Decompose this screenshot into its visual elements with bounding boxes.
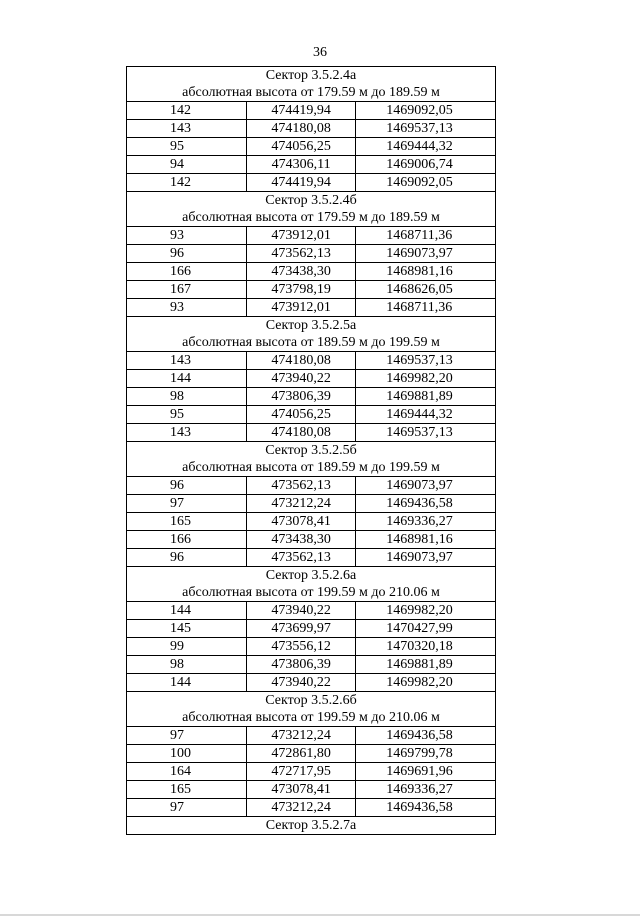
point-number: 97 bbox=[127, 727, 247, 745]
table-row bbox=[127, 245, 496, 263]
sector-altitude: абсолютная высота от 179.59 м до 189.59 м bbox=[127, 84, 496, 102]
coord-x: 473562,13 bbox=[246, 245, 355, 263]
coord-y: 1469982,20 bbox=[356, 370, 496, 388]
coord-x: 472861,80 bbox=[246, 745, 355, 763]
table-row bbox=[127, 620, 496, 638]
coord-y: 1468711,36 bbox=[356, 227, 496, 245]
point-number: 96 bbox=[127, 245, 247, 263]
page-bottom-divider bbox=[0, 914, 640, 916]
coord-x: 473212,24 bbox=[246, 799, 355, 817]
table-row bbox=[127, 745, 496, 763]
coord-x: 473798,19 bbox=[246, 281, 355, 299]
coord-x: 474056,25 bbox=[246, 138, 355, 156]
point-number: 167 bbox=[127, 281, 247, 299]
coord-y: 1469436,58 bbox=[356, 799, 496, 817]
table-row bbox=[127, 531, 496, 549]
coord-x: 474306,11 bbox=[246, 156, 355, 174]
table-row bbox=[127, 102, 496, 120]
sector-subheader-row bbox=[127, 84, 496, 102]
table-row bbox=[127, 799, 496, 817]
coord-x: 474419,94 bbox=[246, 174, 355, 192]
coord-y: 1469336,27 bbox=[356, 513, 496, 531]
coord-x: 473562,13 bbox=[246, 477, 355, 495]
coord-y: 1468981,16 bbox=[356, 531, 496, 549]
coord-y: 1469537,13 bbox=[356, 352, 496, 370]
sector-subheader-row bbox=[127, 209, 496, 227]
coord-y: 1469444,32 bbox=[356, 406, 496, 424]
coord-y: 1469881,89 bbox=[356, 388, 496, 406]
coordinates-table bbox=[126, 66, 496, 835]
table-row bbox=[127, 674, 496, 692]
sector-title: Сектор 3.5.2.4а bbox=[127, 67, 496, 85]
coord-x: 473912,01 bbox=[246, 299, 355, 317]
point-number: 98 bbox=[127, 388, 247, 406]
point-number: 145 bbox=[127, 620, 247, 638]
table-row bbox=[127, 370, 496, 388]
coord-x: 473806,39 bbox=[246, 656, 355, 674]
table-row bbox=[127, 477, 496, 495]
point-number: 142 bbox=[127, 102, 247, 120]
coord-y: 1469073,97 bbox=[356, 245, 496, 263]
table-row bbox=[127, 156, 496, 174]
table-row bbox=[127, 174, 496, 192]
table-row bbox=[127, 138, 496, 156]
point-number: 165 bbox=[127, 513, 247, 531]
coord-y: 1469073,97 bbox=[356, 477, 496, 495]
coord-x: 473438,30 bbox=[246, 531, 355, 549]
table-row bbox=[127, 299, 496, 317]
sector-header-row bbox=[127, 67, 496, 85]
coord-y: 1469537,13 bbox=[356, 424, 496, 442]
sector-title: Сектор 3.5.2.5б bbox=[127, 442, 496, 460]
point-number: 96 bbox=[127, 477, 247, 495]
coord-x: 473940,22 bbox=[246, 602, 355, 620]
table-row bbox=[127, 638, 496, 656]
coord-y: 1469881,89 bbox=[356, 656, 496, 674]
coord-x: 473699,97 bbox=[246, 620, 355, 638]
sector-subheader-row bbox=[127, 709, 496, 727]
sector-altitude: абсолютная высота от 179.59 м до 189.59 м bbox=[127, 209, 496, 227]
sector-header-row bbox=[127, 317, 496, 335]
coord-x: 474180,08 bbox=[246, 120, 355, 138]
coord-x: 473940,22 bbox=[246, 674, 355, 692]
coord-y: 1469982,20 bbox=[356, 674, 496, 692]
table-row bbox=[127, 263, 496, 281]
point-number: 98 bbox=[127, 656, 247, 674]
coord-y: 1469092,05 bbox=[356, 102, 496, 120]
point-number: 93 bbox=[127, 299, 247, 317]
page-number: 36 bbox=[313, 45, 327, 60]
coord-y: 1469092,05 bbox=[356, 174, 496, 192]
table-row bbox=[127, 781, 496, 799]
point-number: 95 bbox=[127, 138, 247, 156]
sector-title: Сектор 3.5.2.4б bbox=[127, 192, 496, 210]
sector-title: Сектор 3.5.2.5а bbox=[127, 317, 496, 335]
sector-title: Сектор 3.5.2.7а bbox=[127, 817, 496, 835]
point-number: 144 bbox=[127, 370, 247, 388]
point-number: 100 bbox=[127, 745, 247, 763]
coord-y: 1469982,20 bbox=[356, 602, 496, 620]
table-row bbox=[127, 352, 496, 370]
point-number: 142 bbox=[127, 174, 247, 192]
sector-header-row bbox=[127, 567, 496, 585]
point-number: 164 bbox=[127, 763, 247, 781]
coord-x: 473212,24 bbox=[246, 495, 355, 513]
coord-x: 474180,08 bbox=[246, 352, 355, 370]
coord-y: 1469799,78 bbox=[356, 745, 496, 763]
table-row bbox=[127, 406, 496, 424]
coord-x: 472717,95 bbox=[246, 763, 355, 781]
point-number: 165 bbox=[127, 781, 247, 799]
sector-title: Сектор 3.5.2.6а bbox=[127, 567, 496, 585]
point-number: 143 bbox=[127, 352, 247, 370]
coord-x: 473438,30 bbox=[246, 263, 355, 281]
table-row bbox=[127, 549, 496, 567]
coord-y: 1470320,18 bbox=[356, 638, 496, 656]
coord-x: 473078,41 bbox=[246, 781, 355, 799]
table-row bbox=[127, 227, 496, 245]
point-number: 99 bbox=[127, 638, 247, 656]
coord-y: 1469436,58 bbox=[356, 727, 496, 745]
sector-altitude: абсолютная высота от 199.59 м до 210.06 м bbox=[127, 709, 496, 727]
table-row bbox=[127, 495, 496, 513]
sector-header-row bbox=[127, 692, 496, 710]
point-number: 94 bbox=[127, 156, 247, 174]
point-number: 95 bbox=[127, 406, 247, 424]
coord-x: 473940,22 bbox=[246, 370, 355, 388]
coord-y: 1469537,13 bbox=[356, 120, 496, 138]
coord-x: 474180,08 bbox=[246, 424, 355, 442]
sector-subheader-row bbox=[127, 334, 496, 352]
point-number: 143 bbox=[127, 120, 247, 138]
coord-x: 474056,25 bbox=[246, 406, 355, 424]
coord-y: 1469436,58 bbox=[356, 495, 496, 513]
sector-header-row bbox=[127, 192, 496, 210]
coord-y: 1469006,74 bbox=[356, 156, 496, 174]
coord-x: 473556,12 bbox=[246, 638, 355, 656]
coord-x: 473562,13 bbox=[246, 549, 355, 567]
coord-y: 1469691,96 bbox=[356, 763, 496, 781]
point-number: 166 bbox=[127, 531, 247, 549]
table-row bbox=[127, 281, 496, 299]
sector-altitude: абсолютная высота от 189.59 м до 199.59 м bbox=[127, 334, 496, 352]
point-number: 97 bbox=[127, 495, 247, 513]
coord-x: 474419,94 bbox=[246, 102, 355, 120]
sector-subheader-row bbox=[127, 459, 496, 477]
coord-y: 1469073,97 bbox=[356, 549, 496, 567]
table-row bbox=[127, 424, 496, 442]
table-row bbox=[127, 763, 496, 781]
coord-y: 1468981,16 bbox=[356, 263, 496, 281]
point-number: 144 bbox=[127, 602, 247, 620]
coord-y: 1470427,99 bbox=[356, 620, 496, 638]
coord-x: 473806,39 bbox=[246, 388, 355, 406]
point-number: 143 bbox=[127, 424, 247, 442]
table-row bbox=[127, 388, 496, 406]
table-row bbox=[127, 727, 496, 745]
coord-y: 1468711,36 bbox=[356, 299, 496, 317]
sector-header-row bbox=[127, 817, 496, 835]
sector-altitude: абсолютная высота от 189.59 м до 199.59 м bbox=[127, 459, 496, 477]
sector-subheader-row bbox=[127, 584, 496, 602]
coord-y: 1469336,27 bbox=[356, 781, 496, 799]
coordinates-table-body bbox=[127, 67, 496, 835]
table-row bbox=[127, 656, 496, 674]
coord-x: 473212,24 bbox=[246, 727, 355, 745]
point-number: 93 bbox=[127, 227, 247, 245]
coord-x: 473912,01 bbox=[246, 227, 355, 245]
coord-y: 1469444,32 bbox=[356, 138, 496, 156]
point-number: 166 bbox=[127, 263, 247, 281]
sector-header-row bbox=[127, 442, 496, 460]
point-number: 97 bbox=[127, 799, 247, 817]
point-number: 96 bbox=[127, 549, 247, 567]
table-row bbox=[127, 513, 496, 531]
table-row bbox=[127, 120, 496, 138]
coord-x: 473078,41 bbox=[246, 513, 355, 531]
table-row bbox=[127, 602, 496, 620]
sector-altitude: абсолютная высота от 199.59 м до 210.06 м bbox=[127, 584, 496, 602]
sector-title: Сектор 3.5.2.6б bbox=[127, 692, 496, 710]
point-number: 144 bbox=[127, 674, 247, 692]
coord-y: 1468626,05 bbox=[356, 281, 496, 299]
